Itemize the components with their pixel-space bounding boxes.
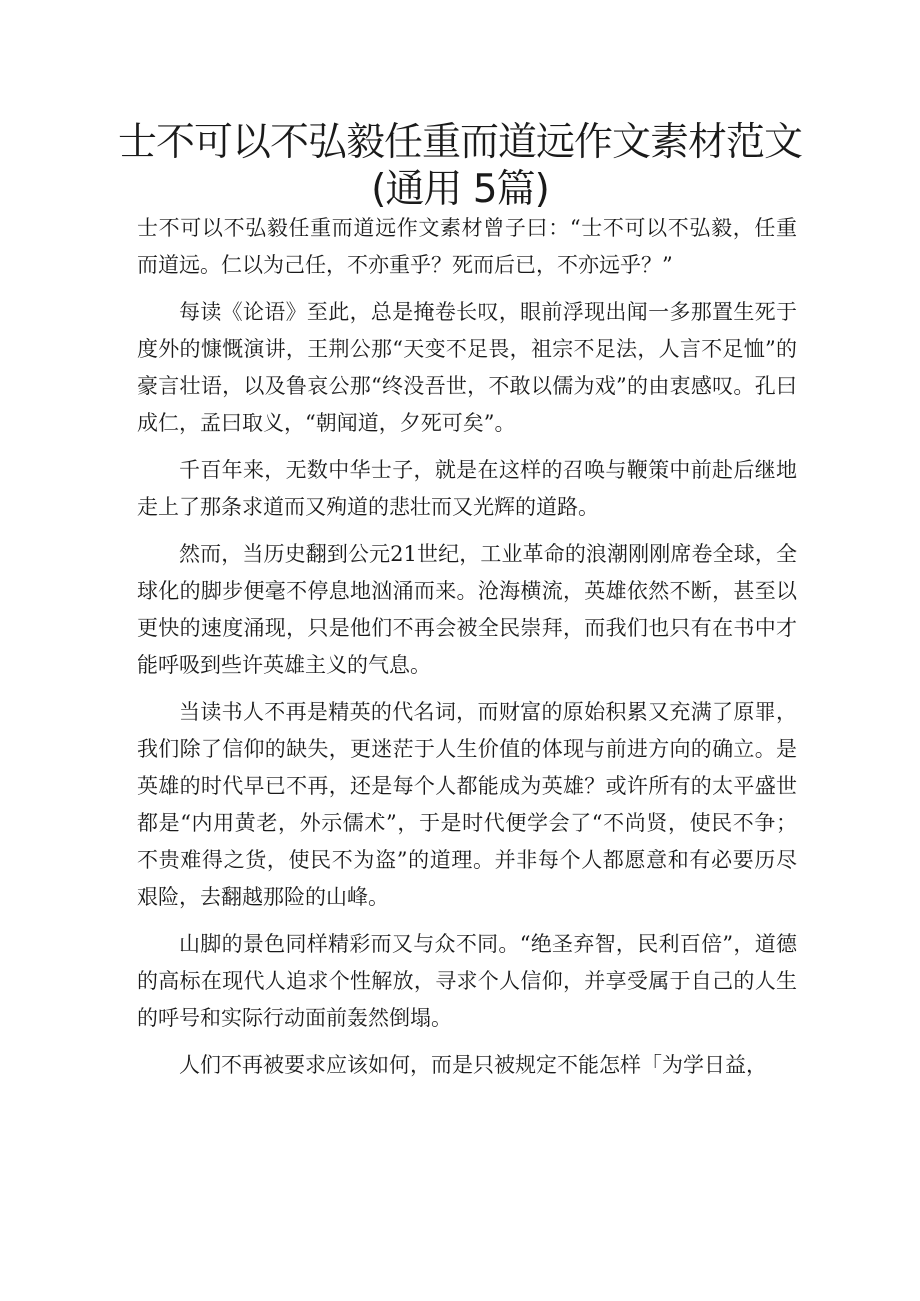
document-title-line-2: (通用 5篇): [371, 167, 549, 212]
paragraph-1: 士不可以不弘毅任重而道远作文素材曾子曰：“士不可以不弘毅，任重而道远。仁以为己任，不亦重乎？死而后已，不亦远乎？”: [137, 216, 797, 277]
paragraph-2: 每读《论语》至此，总是掩卷长叹，眼前浮现出闻一多那置生死于度外的慷慨演讲，王荆公那“天变不足畏，祖宗不足法，人言不足恤”的豪言壮语，以及鲁哀公那“终没吾世，不敢以儒为戏”的由衷感叹。孔曰成仁，孟曰取义，“朝闻道，夕死可矣”。: [137, 300, 797, 435]
paragraph-7: 人们不再被要求应该如何，而是只被规定不能怎样「为学日益，: [179, 1053, 767, 1077]
paragraph-3: 千百年来，无数中华士子，就是在这样的召唤与鞭策中前赴后继地走上了那条求道而又殉道的悲壮而又光辉的道路。: [137, 458, 797, 519]
document-title-line-1: 士不可以不弘毅任重而道远作文素材范文: [117, 120, 802, 165]
paragraph-5: 当读书人不再是精英的代名词，而财富的原始积累又充满了原罪，我们除了信仰的缺失，更迷茫于人生价值的体现与前进方向的确立。是英雄的时代早已不再，还是每个人都能成为英雄？或许所有的太平盛世都是“内用黄老，外示儒术”，于是时代便学会了“不尚贤，使民不争；不贵难得之货，使民不为盗”的道理。并非每个人都愿意和有必要历尽艰险，去翻越那险的山峰。: [137, 700, 797, 909]
paragraph-6: 山脚的景色同样精彩而又与众不同。“绝圣弃智，民利百倍”，道德的高标在现代人追求个性解放，寻求个人信仰，并享受属于自己的人生的呼号和实际行动面前轰然倒塌。: [137, 932, 797, 1030]
document-body: [137, 210, 797, 1094]
paragraph-4: 然而，当历史翻到公元21世纪，工业革命的浪潮刚刚席卷全球，全球化的脚步便毫不停息地汹涌而来。沧海横流，英雄依然不断，甚至以更快的速度涌现，只是他们不再会被全民崇拜，而我们也只有在书中才能呼吸到些许英雄主义的气息。: [137, 542, 797, 677]
